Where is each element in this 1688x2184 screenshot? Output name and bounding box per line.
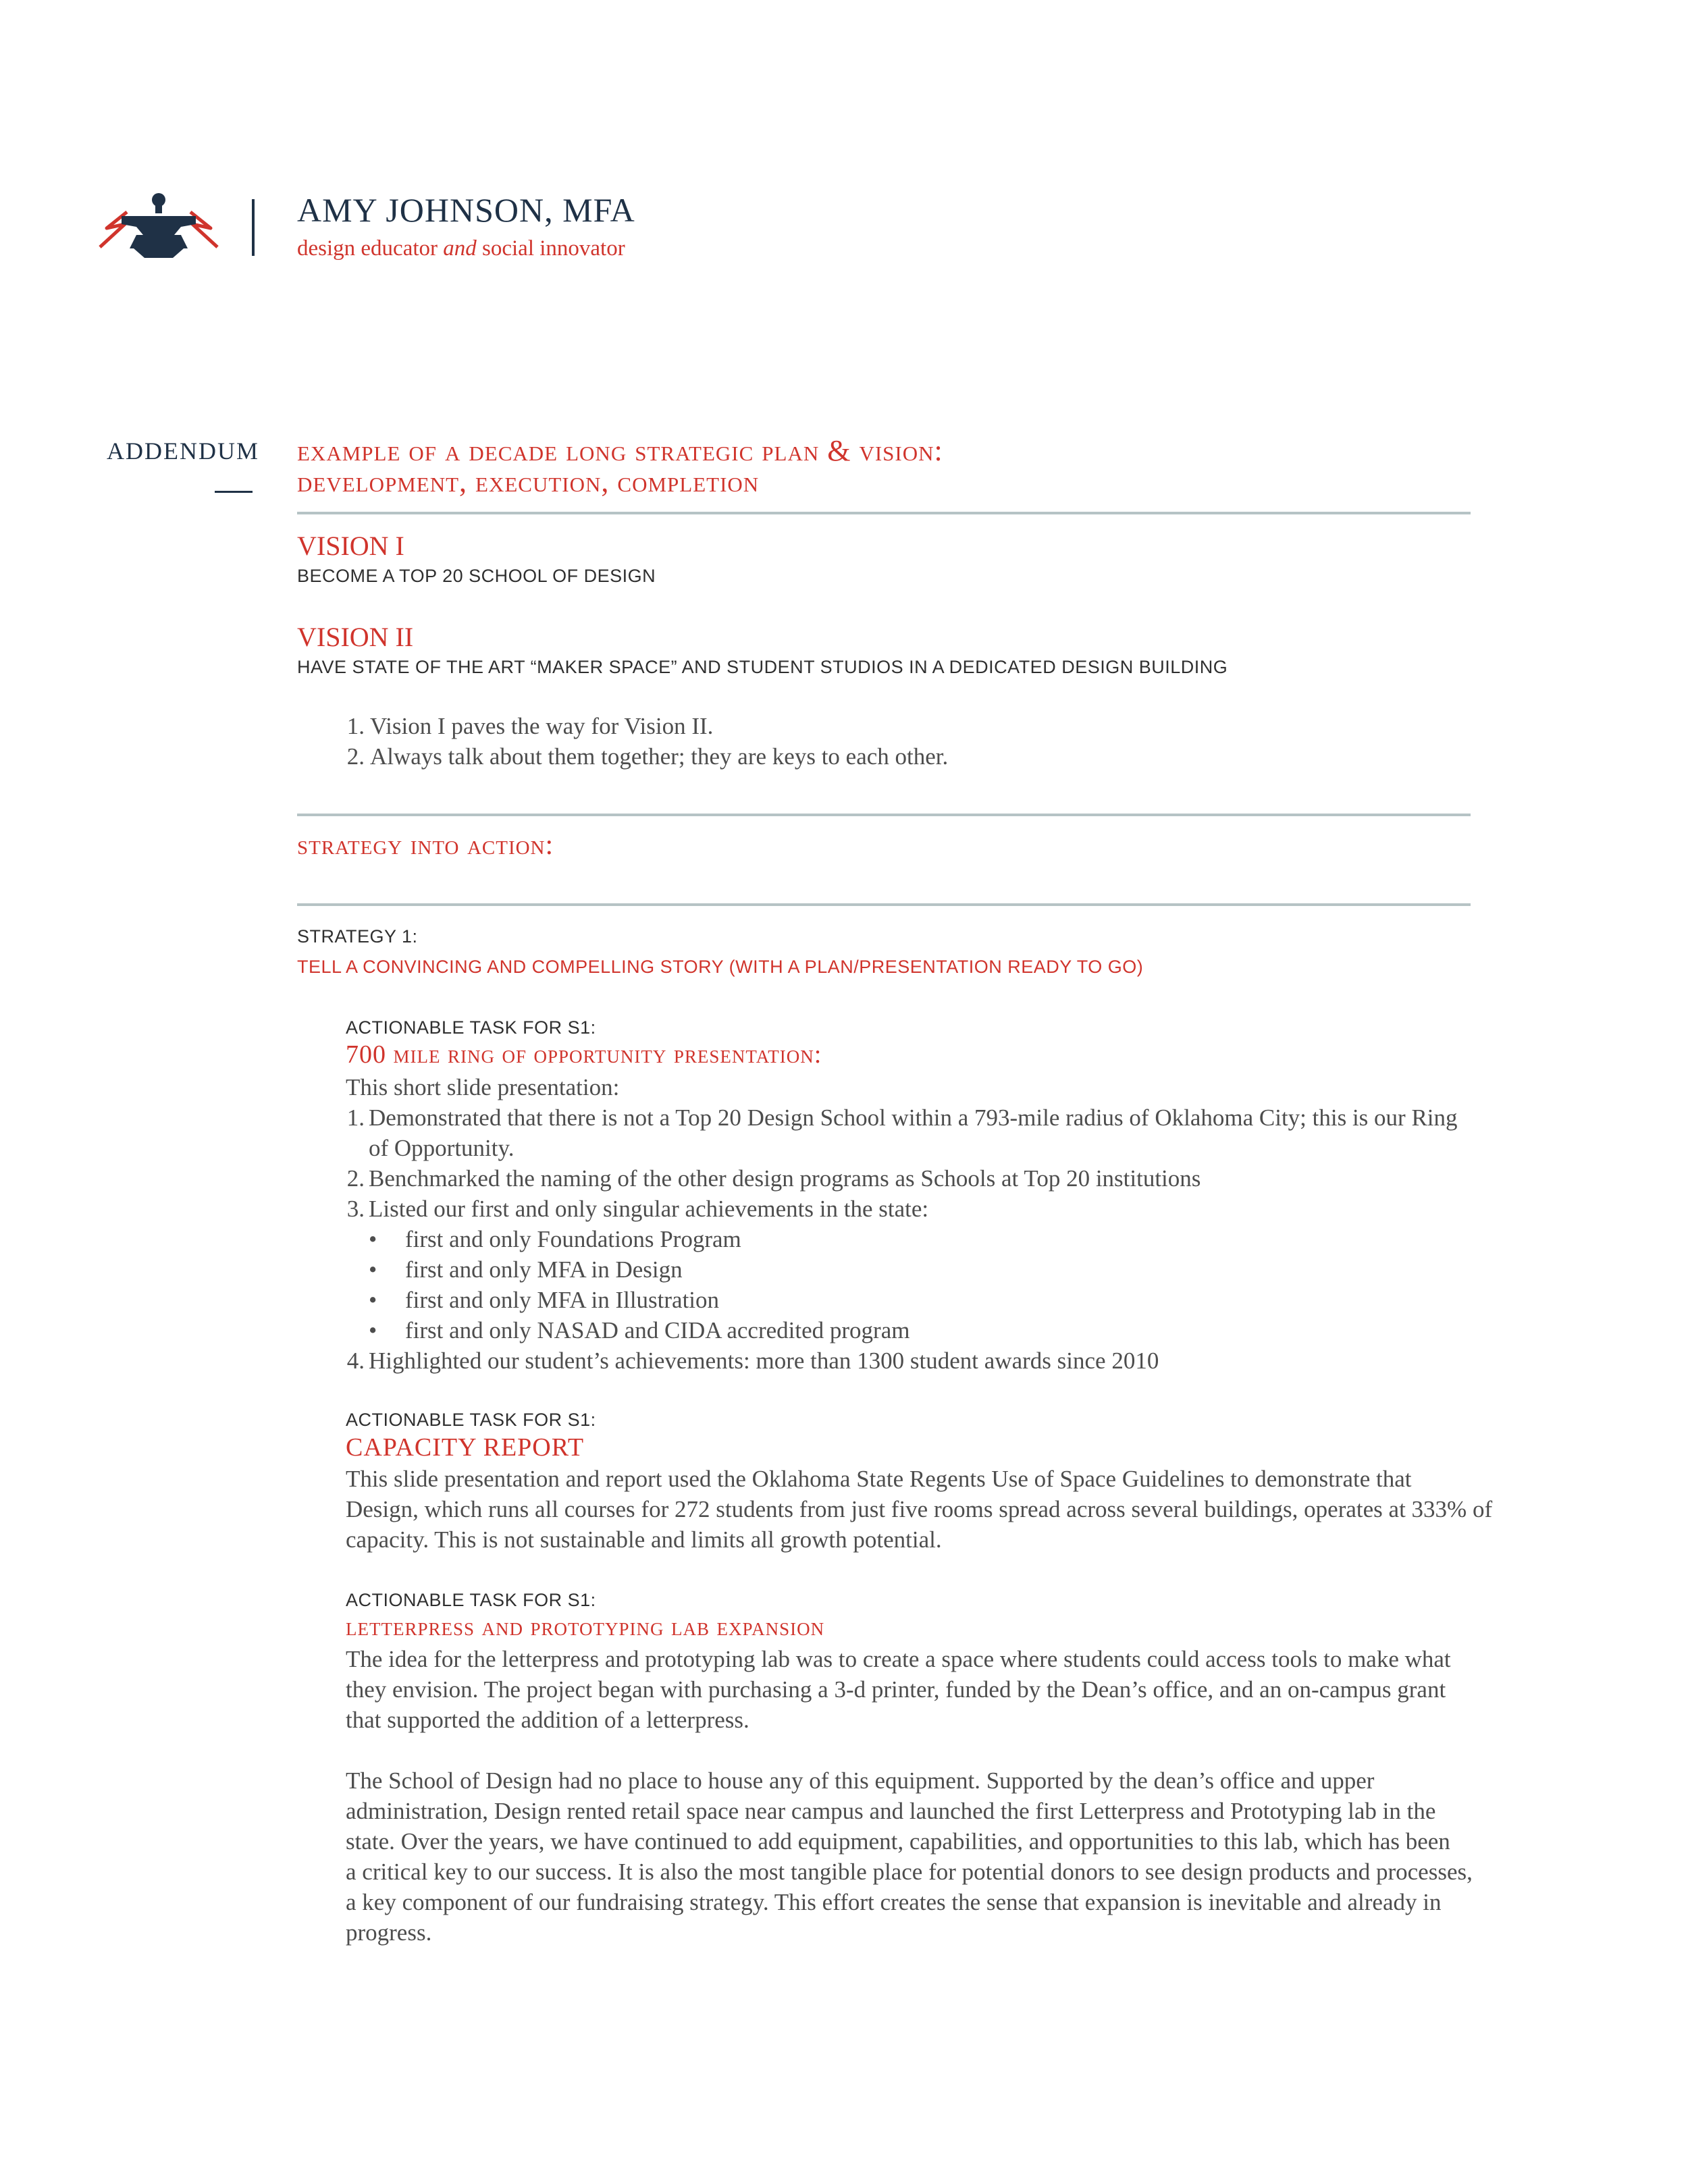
strategy-heading: strategy into action: xyxy=(297,830,554,861)
task-3-paragraph-1: The idea for the letterpress and prototyping lab was to create a space where students could access tools to make what they envision. The project began with purchasing a 3-d printer, funded by the Dean’s office, and an on-campus grant that supported the addition of a letterpress. xyxy=(346,1646,1451,1733)
strategy-title: TELL A CONVINCING AND COMPELLING STORY (WITH A PLAN/PRESENTATION READY TO GO) xyxy=(297,957,1144,977)
list-item: 3. Listed our first and only singular achievements in the state: xyxy=(346,1196,929,1222)
task-label: ACTIONABLE TASK FOR S1: xyxy=(346,1590,596,1610)
divider-rule xyxy=(297,814,1471,816)
task-label: ACTIONABLE TASK FOR S1: xyxy=(346,1017,596,1038)
task-title: CAPACITY REPORT xyxy=(346,1433,585,1462)
bullet-item: • first and only NASAD and CIDA accredited program xyxy=(369,1317,910,1343)
list-item: 4. Highlighted our student’s achievements: more than 1300 student awards since 2010 xyxy=(346,1348,1159,1374)
task-2-paragraph: This slide presentation and report used the Oklahoma State Regents Use of Space Guidelines to demonstrate that Design, which runs all courses for 272 students from just five rooms spread across several buildings, operates at 333% of capacity. This is not sustainable and limits all growth potential. xyxy=(346,1466,1493,1553)
vision-2-statement: HAVE STATE OF THE ART “MAKER SPACE” AND STUDENT STUDIOS IN A DEDICATED DESIGN BUILDING xyxy=(297,657,1228,677)
page-title-line-2: development, execution, completion xyxy=(297,465,760,498)
bullet-item: • first and only Foundations Program xyxy=(369,1226,741,1252)
divider-rule xyxy=(297,512,1471,514)
bullet-item: • first and only MFA in Illustration xyxy=(369,1287,720,1313)
list-item: 2. Benchmarked the naming of the other design programs as Schools at Top 20 institutions xyxy=(346,1165,1201,1192)
bullet-item: • first and only MFA in Design xyxy=(369,1256,683,1283)
task-title: letterpress and prototyping lab expansion xyxy=(346,1613,825,1641)
section-label-dash xyxy=(215,491,253,493)
task-1-body xyxy=(346,1072,1494,1376)
section-label: ADDENDUM xyxy=(107,437,259,464)
vision-1-statement: BECOME A TOP 20 SCHOOL OF DESIGN xyxy=(297,566,656,586)
task-label: ACTIONABLE TASK FOR S1: xyxy=(346,1410,596,1430)
vision-1-heading: VISION I xyxy=(297,531,404,561)
task-3-paragraph-2: The School of Design had no place to house any of this equipment. Supported by the dean’s office and upper administration, Design rented retail space near campus and launched the first Letterpress and Prototyping lab in the state. Over the years, we have continued to add equipment, capabilities, and opportunities to this lab, which has been a critical key to our success. It is also the most tangible place for potential donors to see design products and processes, a key component of our fundraising strategy. This effort creates the sense that expansion is inevitable and already in progress. xyxy=(346,1767,1473,1946)
anvil-logo-icon xyxy=(95,190,223,265)
strategy-label: STRATEGY 1: xyxy=(297,926,418,947)
header-divider xyxy=(252,199,255,256)
vision-2-heading: VISION II xyxy=(297,622,414,652)
author-name: AMY JOHNSON, MFA xyxy=(297,191,635,229)
vision-notes-list xyxy=(338,711,1485,772)
list-item: 1. Vision I paves the way for Vision II. xyxy=(346,713,714,739)
page-title-line-1: example of a decade long strategic plan & vision: xyxy=(297,434,943,467)
list-item: 1. Demonstrated that there is not a Top 20 Design School within a 793-mile radius of Oklahoma City; this is our Ring of Opportunity. xyxy=(346,1104,1458,1161)
list-item: 2. Always talk about them together; they are keys to each other. xyxy=(346,743,949,770)
tagline: design educator and social innovator xyxy=(297,236,625,261)
divider-rule xyxy=(297,903,1471,906)
task-title: 700 mile ring of opportunity presentation: xyxy=(346,1040,822,1069)
task-intro: This short slide presentation: xyxy=(346,1074,620,1100)
